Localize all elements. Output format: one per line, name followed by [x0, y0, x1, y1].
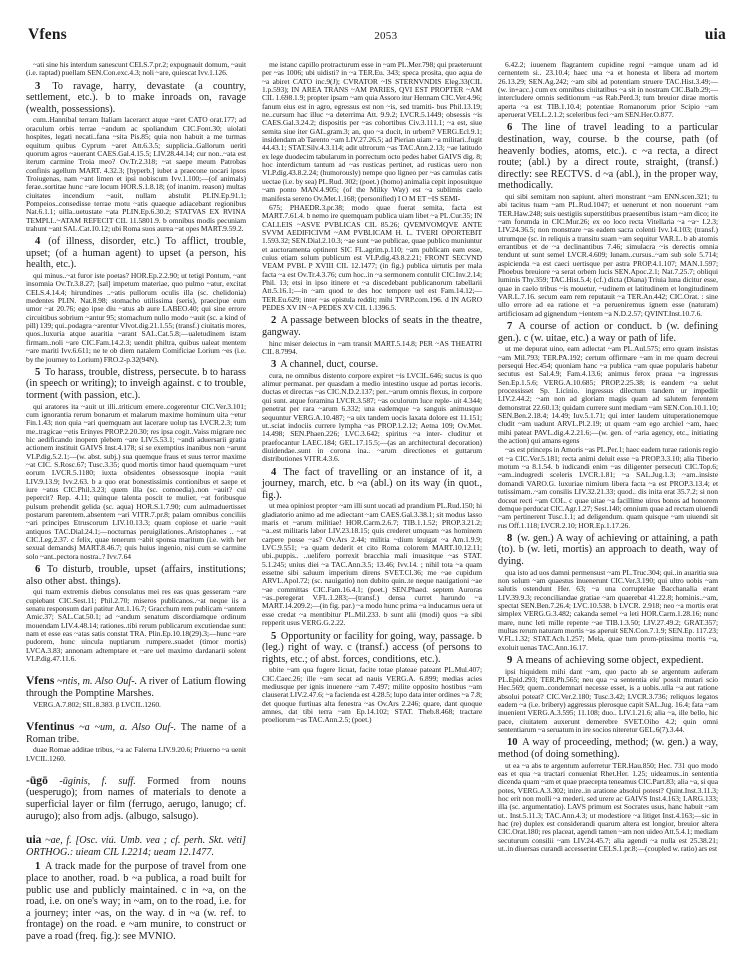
entry-spacer [26, 663, 246, 670]
entry-spacer [26, 763, 246, 770]
citation-block: qua isto ad uos damni permensust ~am PL.Truc.304; qui..in auaritia sua non solum ~am quaestus inuenerunt CIC.Ver.3.190; qui ultro uobis ~am salutis ostendunt Her. 63; ~a una corruptelae Bacchanalia erant LIV.39.9.3; reconciliandae gratiae ~am quaerebat 41.22.8; hominis..~am, spectat SEN.Ben.7.26.4; LVC.10.538. b LVCR. 2.918; neo ~a mortis erat simplex VERG.G.3.482; cakanda semel ~a leti HOR.Carm.1.28.16; nunc mare, nunc leti mille repente ~ae TIB.1.3.50; LIV.27.49.2; GRAT.357; multas rerum naturam mortis ~as aperuit SEN.Con.7.1.9; SEN.Ep. 117.23; V.FL.1.32; STAT.Ach.1.257; Mela, quae tum prom-ptissima mortis ~a, exoluit uenas TAC.Ann.16.17. [498, 567, 718, 652]
sense-definition [498, 655, 718, 667]
entry-spacer [26, 709, 246, 716]
headword: uia [26, 833, 42, 847]
dictionary-entry [26, 675, 246, 699]
citation-block: ut me depurat uino, eam adlectat ~am PL.Aul.575; erro quam insistas ~am Mil.793; TER.PA.192; certum offirmare ~am in me quam decreui persequi Hec.454; quoniam hanc ~a publica ~am quae popularis habetur secutus est Sal.4.9; Fam.4.13.6; animus ferox praua ~a ingressus Sen.Ep.1.5.6; VERG.A.10.685; PROP.2.25.38; is eandem ~a uelut processisset Sp. Licinio. ingressus dilectum tandem ur impediit LIV.2.44.2; ~am non ad gloriam magis quam ad salutem ferentem demonstrat 22.60.13; quidam currere sunt mediam ~am SEN.Con.10.1.10; SEN.Ben.2.18.4; 14.49; Iuv.5.1.71; qui inter laudem uituperationemque cludit ~am uadunt ARVL.Pl.2.19; ut quam ~am ego archiel ~am, haec mihi pateat PAVL.dig.4.2.21.6;—(w. gen. of ~aria agency, etc., initiating the action) qui amans egens [498, 344, 718, 446]
sense-text: A track made for the purpose of travel from one place to another, road. b ~a publica, a road built for public use and publicly maintained. c in ~a, on the road, i.e. on one's way; in ~am, on to the road, i.e. for a journey; inter ~as, on the way. d in ~a (w. ref. to frontage) on the road. e ~am munire, to construct or pave a road (freq. fig.): see MVNIO. [26, 861, 246, 942]
running-head [26, 26, 728, 48]
sense-number: 2 [271, 315, 277, 327]
sense-text: To disturb, trouble, upset (affairs, institutions; also other abst. things). [26, 564, 246, 587]
sense-definition [262, 359, 482, 371]
citation-block: qui tuam extremis diebus consulatus mei res eas quas gesseram ~are cupiebant CIC.Sest.11; Phil.2.70; miseros publicanos..~at neque iis a senatu responsum dari patitur Att.1.16.7; Gracchum rem publicam ~antem Amic.37; SAL.Cat.50.1; ad ~andum senatum discordiamque ordinum mouendam LIV.4.48.14; rationes..tibi rerum publicarum excutiendae sunt: nam et esse eas ~atas satis constat TRA. Plin.Ep.10.18(29).3;—hunc ~are pudorem, hunc uincula nuptiarum rumpere..suadet (timor mortis) LVCA.3.83; annonam adtemptare et ~are uel maximo dardanarii solent VLP.dig.47.11.6. [26, 587, 246, 664]
column-left [26, 60, 256, 965]
sense-number: 5 [35, 366, 41, 378]
dictionary-entry [26, 775, 246, 822]
citation-block: qui sibi semitam non sapiunt. alteri monstrant ~am ENN.scen.321; tu abi tacitus tuam ~am PL.Rud.1047; et uenerunt et non nouerunt ~am TER.Haw.248; suis uestigiis superstitibus praesentibus istam ~am dico; ite ~am forumda in CIC.Mur.26; ex eo loco recta Vitellaria ~a ~a~ I.2.3; LIV.24.36.5; non monstrare ~as eadem sacra colenti Ivv.14.103; (transf.) utrumque (sc. in reliquis a transitu suam ~am sequitur VAR.L. b ab atomis errantibus et de ~a declinantibus 7.46; simulacra ~is derectis omnia tendunt ut sunt semel LVCR.4.609; lunam..cursus..~am sub sole 5.714; aspicienda ~a est caeci uertisque per astra PROP.4.1.107; MAN.1.597; Phoebus breuiore ~a serat orbem lucis SEN.Apoc.2.1; Nat.7.25.7; obliqui luminis Thy.359; TAC.Hist.5.4; (cf.) dicta (Diana) Triuia luna dicitur esse, quae in caelo tribus ~is mouetur, ~udinem et latitudinem et longitudinem VAR.L.7.16. secum eam rem reputauit ~a TER.An.442; CIC.Orat. : sine ullo errore ad ea ratione et ~a perueniremus ignem esse (naturam) artificiosam ad gignendum ~ientem ~a N.D.2.57; QVINT.Inst.10.7.6. [498, 191, 718, 318]
sense-text: The line of travel leading to a particular destination, way, course. b the course, path (of heavenly bodies, atoms, etc.). c ~a recta, a direct route; (abl.) by a direct route, straight, (transf.) directly: see RECTVS. d ~a (abl.), in the proper way, methodically. [498, 122, 718, 192]
running-head-right: uia [704, 26, 726, 43]
grammatical-info: ~ntis, m. Also Ouf-. [54, 676, 138, 688]
entry-definition: A river of Latium flowing through the Pomptine Marshes. [26, 676, 246, 700]
column-container [26, 60, 728, 965]
grammatical-info: ~a ~um, a. Also Ouf-. [74, 721, 177, 733]
sense-definition [498, 122, 718, 192]
citation-block: cura, ne omnibus distento corpore expiret ~is LVCIL.646; sucus is quo alimur permanat. per quasdam a medio intestino usque ad portas iecoris. ductas et directas ~as CIC.N.D.2.137; per..~arum omnis flexus, in corpore qui sunt. atque foramina LVCR.3.587; ~as oculorum luce reple- uit 4.344; penetrat per rara ~arum 6.332; una eademque ~a sanguis animusque sequuntur VERG.A.10.487; ~a uix tandem uocis laxata dolore est 11.151; ut..sciat indociis currere lympha ~as PROP.1.2.12; Aetna 109; Ov.Met. 14.498; SEN.Phaen.226; LVC.3.642; spiritus ~a inter- cluditur et praefocantur LAEC.184; GEL.17.15.5;—(as an architectural decoration) diuidendae..sunt in corona ina.. ~arum directiones et guttarum distributiones VITR.4.3.6. [262, 370, 482, 464]
sense-number: 6 [35, 564, 41, 576]
citation-block: ut mea opiniost propter ~am illi sunt uocati ad prandium PL.Rud.150; hi gladiatorio animo ad me adiectant ~am CAES.Gal.3.38.1; sit modus lasso maris et ~arum militiae! HOR.Carm.2.6.7; TIB.1.1.52; PROP.3.21.2; ~a..est militaris labor LIV.23.18.15; quis crederet umquam ~as hominem carpere posse ~as? Ov.Ars 2.44; militia ~dium leuigat ~a Am.1.9.9; LVC.9.551; ~a quam dederit et cito Roma colorem MART.10.12.11; ubi..puppis.. ..uelifero porrexit bracchia mali inuasitque ~as STAT. 5.1.245; unius diei ~a TAC.Ann.3.5; 13.46; Ivv.14. ; nihil tota ~a quam essetne sibi saluum imperium direns SVET.Cl.36; me ~ae cupidum ARVL.Apol.72; (sc. nauigatio) non dubito quin..te neque nauigationi ~ae ~ae committas CIC.Fam.16.4.1; (poet.) SEN.Phaed. septem Auroras ~as..peregerat V.FL.1.283;—(transf.) densa curret harundo ~a MART.14.209.2;—(in fig. par.) ~a modo hunc prima ~a inducamus uera ut esse credat ~a mentibitur PL.Mil.233. b sunt alii (modi) quos ~a sibi repperit usus VERG.G.2.22. [262, 501, 482, 628]
entry-definition: Formed from nouns (uesperugo); from names of materials to denote a superficial layer or film (ferrugo, aerugo, lanugo; cf. aurugo); also from adjs. (albugo, salsugo). [26, 775, 246, 822]
sense-definition [26, 367, 246, 402]
citation-block: ut ea ~a abs te argentum auferretur TER.Hau.850; Hec. 731 quo modo eas et qua ~a tractari conueniat Rhet.Her. 1.25; uideamus..in sententia dicenda quam ~am et quae praecepta teneamus CIC.Part.83; alia ~a, si qua potes, VERG.A.3.302; inire..in aratione absolui potest? Quint.Inst.3.11.3; hoc erit non molli ~a mederi, sed urere ac GAIVS Inst.4.163; I.ARG.133; illa (sc. argumentatio). LAVS primum est Socrates usus, hanc habuit ~am ut.. Inst.5.11.3; TAC.Ann.4.3; ut modestiore ~a litiget Inst.4.163;—sic in hac (re) duplex est considerandi quarum altera est longior, breuior altera CIC.Orat.180; res placeat, agendi tamen ~am non uideo Att.5.4.1; mediam secuturum consilii ~am LIV.24.45.7; alia agendi ~a nulla est 25.38.21; ut..in diuersas curandi accesserint CELS.1.pr.8;—(coupled w. ratio) ars est [498, 760, 718, 854]
citation-block: qui aratores ita ~auit ut illi..triticum emere..cogerentur CIC.Ver.3.101; cum ignorantia rerum bonarum et malarum maxime hominum uita ~etur Fin.1.43; non quia ~ari quemquam aut lacerare uolup tas LVCR.2.3; tum me..tragicae ~etis Erinyes PROP.2.20.30; res ipsa cogit..Vaiss migrare nec hic aedificando inopem plebem ~are LIV.5.53.1; ~andi aduersarii gratia actionem instituit GAIVS Inst.4.178; si se exemptius inanibus non ~arunt VLP.dig.5.2.1;—(w. abst. subj.) sua quemque fraus et suus terror maxime ~at CIC. S.Rosc.67; Tusc.3.35; quod mortis timor haud quemquam ~uret eorum LVCR.5.1180; iuxta obsidentes obsessosque inopia ~auit LIV.9.13.9; Ivv.2.63. b a quo erat bonestissimis contionibus et saepe et iure ~atus CIC.Phil.3.23; quem illa (sc. comoedia)..non ~auit? cui pepercit? Rep. 4.11; quinque talenta poscit te mulier, ~at foribusque pulsum prehendit gelida (sc. aqua) HOR.S.1.7.90; cum aulmaduertisset postarum parentem..absentem ~ari VITR.7.pr.8; palam omnibus conciliis ~ari principes Etruscorum LIV.10.13.3; quam copiose et uarie ~auit antiquos TAC.Dial.24.1;—nocturnas peruigilationes..Aristophanes .. ~at CIC.Leg.2.37. c felix, quae tenerum ~abit sponsa maritum (i.e. with her sexual demands) MART.8.46.7; quis huius ingenio, nisi cum se carmine solo ~ant..pectora nostra..? Ivv.7.64 [26, 401, 246, 561]
sense-text: A means of achieving some object, expedient. [514, 655, 704, 667]
sense-definition [262, 467, 482, 502]
sense-text: A passage between blocks of seats in the theatre, gangway. [262, 315, 482, 338]
sense-text: (of illness, disorder, etc.) To afflict, trouble, upset; (of a human agent) to upset (a person, his health, etc.). [26, 236, 246, 271]
citation-block: duae Romae additae tribus, ~a ac Falerna LIV.9.20.6; Priuerno ~a uenit LVCIL.1260. [26, 745, 246, 763]
sense-number: 1 [35, 861, 41, 873]
citation-block: 675; PHAEDR.3.pr.38; modo quae fuerat semita, facta est MART.7.61.4. b nemo ire quemquam publica uiam libet ~a PL.Cur.35; IN CALLEIS ~ASVE PVBLICAS CIL 85.26; QVEMVOMQVE ANTE SVVM AEDIFICIVM ~AM PVBLICAM H. L. TVERI OPORTEBIT 1.593.32; SEN.Dial.2.10.3; ~ae sunt ~ae publicae, quae publico muniuntur et auctoramenta optinent SIC FL.agrim.p.110; ~am publicam eam esse, cuius etiam solum publicum est VLP.dig.43.8.2.21; FRONT SECVND VEAM PVBL P XVIII CIL 12.1477; (in fig.) publica uirtutis per mala facta ~a est Ov.Tr.4.3.76; cum hoc..in ~a sermonem contulit CIC.Inv.2.14; Phil. 13; etsi in ipso itinere et ~a discedebant publicanorum tabellarii Att.5.16.1;—in ~am quod te des hoc tempore uel est Fam.14.12;—TER.Eu.629; inter ~as epistula reddit; mihi TVRP.com.196. d IN AGRO PEDES XV IN ~A PEDES XV CIL 1.1396.5. [262, 202, 482, 312]
entry-spacer [26, 822, 246, 829]
citation-block: ~as est princeps in Amoris ~as PL.Per.1; haec eadem turae rationis regio et ~a CIC.Ver.5.181; recta animi deluit esse ~a PROP.3.3.10; alia Tiberio motum ~a 8.1.54. b iudicandi enim ~as diligenter persecuti CIC.Top.6; ~am..indugredi sceleris LVCR.1.81; ~a SAL.Jug.1.3; ~am..insiste domandi VARO.G. luxuriae nimium libera facta ~a est PROP.3.13.4; et tutissimam..~am consilis LIV.32.21.33; quod.. dis inita erat 35.7.2; si non doceat recti ~am COL. c quae uitae ~a facillime uiros bonos ad honorem demque perducat CIC.Agr.1.27; Sest.140; omnium quae ad rectam uiuendi ~am pertinerent Tusc.1.1; ad deligendum. quam quisque ~am uiuendi sit rus Off.1.118; LVCR.2.10; HOR.Ep.1.17.26. [498, 445, 718, 530]
sense-text: A channel, duct, course. [278, 359, 379, 371]
headword: Vfentinus [26, 719, 75, 733]
sense-text: Opportunity or facility for going, way, passage. b (leg.) right of way. c (transf.) access (of persons to rights, etc.; of abst. forces, conditions, etc.). [262, 630, 482, 665]
sense-text: (w. gen.) A way of achieving or attaining, a path (to). b (w. leti, mortis) an approach to death, way of dying. [498, 532, 718, 568]
citation-block: 6.42.2; iuuenem flagrantem cupidine regni ~amque unam ad id cernentem si.. 23.10.4; haec una ~a et honesta et libera ad mortem 26.13.29; SEN.Ag.242; ~am sibi ad potentiam struere TAC.Hist.3.49;—(w. in+acc.) cum ex omnibus ciuitatibus ~a sit in nostram CIC.Balb.29;—intercludere omnis seditionum ~as Rab.Perd.3; tum breuior dirae mortis aperta ~a est TIB.1.10.4; potentiae Romanorum prior Scipio ~am aperuerat VELL.2.1.2; sceleribus feci ~am SEN.Her.O.877. [498, 60, 718, 120]
sense-number: 9 [507, 655, 513, 667]
citation-block: ubite ~am qua fugere licuat, facite totae plateae pateant PL.Mul.407; CIC.Caec.26; ille ~am secat ad nauis VERG.A. 6.899; medias acies mediusque per ignis inuenere ~am 7.497; milite opposito hostibus ~am clauserat LIV.2.47.6; ~a facienda est 4.28.5; lupo data inter ordines ~a 7.8; det quoque furtiuas alta fenestra ~as Ov.Ars 2.246; quare, dant quoque amnes, dat tibi terra ~am Ep.14.102; STAT. Theb.8.468; tractare proeliorum ~as TAC.Ann.2.5; (poet.) [262, 665, 482, 725]
sense-definition [498, 737, 718, 760]
sense-definition [26, 236, 246, 271]
sense-number: 6 [507, 122, 513, 134]
citation-block: VERG.A.7.802; SIL.8.383. β LVCIL.1260. [33, 699, 161, 709]
headword: -ūgō [26, 773, 48, 787]
sense-number: 8 [507, 532, 513, 544]
sense-definition [498, 533, 718, 568]
column-middle [262, 60, 492, 965]
column-right [498, 60, 728, 965]
entry-definition: The name of a Roman tribe. [26, 721, 246, 745]
sense-definition [26, 861, 246, 942]
sense-number: 4 [271, 466, 277, 478]
grammatical-info: -ūginis, f. suff. [47, 775, 136, 787]
dictionary-entry [26, 721, 246, 745]
citation-block: qui minus..~at furor iste poetas? HOR.Ep.2.2.90; ut tetigi Pontum, ~ant insomnia Ov.Tr.3.8.27; [sal] impetum materiae, quo pulmo ~atur, excitat CELS.4.14.4; hirundines ..~atis pullorum oculis illa (sc. chelidonia) medentes PLIN. Nat.8.98; stomacho utilissima (seris), praecipue eum umor ~at 20.76; ego ipse diu ~atus ab aure LABEO.40; qui sine errore circuitibus sobrium ~antur 95; stomachum nullo modo ~auit (sc. a kind of pill) 139; qui..podagra ~arentur Vlvot.dig.21.1.55; (transf.) ciuitatis mores, quos..luxuria atque auaritia ~arant SAL.Cat.5.8;—ualetudinem istam firmam..noli ~are CIC.Fam.14.2.3; uendit philtra, quibus ualeat mentem ~are mariti Ivv.6.611; ne te ob diem natalem Comificiae Lorium ~es (i.e. by the journey to Lorium) FRO.2-p.32(94N). [26, 271, 246, 364]
sense-text: A course of action or conduct. b (w. defining gen.). c (w. uitae, etc.) a way or path of life. [498, 321, 718, 344]
sense-definition [262, 315, 482, 338]
citation-block: me istanc capillo protracturum esse in ~am PL.Mer.798; qui praeteruunt per ~as 1006; ubi uidisti? in ~a TER.Eu. 343; speca prosita, quo aqua de ~a abiret CATO inc.9(J); CVRATOR ~IS STERNVNDIS Eleg.33(CIL 1.p.593); IN AREA TRANS ~AM PARIES, QVI EST PROPTER ~AM CIL 1.698.1.9; propter ipsam ~am quia Assoro itur Hennam CIC.Ver.4.96; fanum eius est in agro, egressus est non ~is, sed tramiti- bus Phil.13.19; ne..cursum hac illuc ~a deterrima Att. 9.9.2; LVCR.5.1449; obsessis ~is CAES.Gal.3.24.2; dispositis per ~as cohortibus Civ.3.111.1; ~a est, siue semita siue iter GAL.gram.3; an, quo ~a ducit, in urbem? VERG.Ecl.9.1; insidendam ab Tarento ~am LIV.27.26.5; ad Pierian uiam ~a militari..fugit 44.43.1; STAT.Silv.4.3.114; adit ultrorum ~as TAC.Ann.2.13; ~ae latitudo ex lege duodecim tabularum in porrectum octo pedes habet GAIVS dig. 8; hoc interdictum tantum ad ~as rusticas pertinet, ad rusticas uero non VLP.dig.43.8.2.24; (humorously) nempe quo ligneo per ~as camulas catis uectae (i.e. by sea) PL.Rud. 302; (poet.) (homo) animalia cepit inposuitque ~am ponto MAN.4.905; (of the Milky Way) est ~a sublimis caelo manifesta sereno Ov.Met.1.168; (personified) I O M ET ~IS SEMI- [262, 60, 482, 203]
sense-definition [262, 631, 482, 666]
grammatical-info: ~ae, f. [Osc. viú. Umb. vea ; cf. perh. Skt. véti] ORTHOG.: uieam CIL I.2214; ueam 12.1477. [26, 835, 246, 858]
sense-number: 10 [507, 737, 518, 749]
sense-number: 3 [35, 80, 41, 92]
dictionary-entry [26, 834, 246, 858]
sense-number: 4 [35, 236, 41, 248]
sense-number: 5 [271, 630, 277, 642]
sense-definition [26, 81, 246, 116]
citation-block: ipsi hiquidem mihi dant ~am, quo pacto ab se argentum auferam PL.Epid.293; TER.Ph.565; neu qua ~a sententia eiu' possit mutari scio Hec.569; quem..condemnari necesse esset, is a uobis..ulla ~a aut ratione absolui poteat? CIC.Ver.2.180; Tusc.3.42; LVCR.3.736; reliquos legatos eadem ~a (i.e. bribery) aggressus plerosque capit SAL.Jug. 16.4; fata ~am inuenient VERG.A.3.595; 11.108; duo.. LIV.1.21.6; alia ~a, ille bello, hic pace, ciuitatem auxerunt demerebre SVET.Oiho 4.2; quin omni sententiarum ~a seruatum in ire socios niteretur GEL.6(7).3.44. [498, 666, 718, 735]
sense-text: The fact of travelling or an instance of it, a journey, march, etc. b ~a (abl.) on its way (in quot., fig.). [262, 466, 482, 501]
sense-number: 3 [271, 359, 277, 371]
sense-definition [26, 564, 246, 587]
citation-block: hinc miser deiectus in ~am transit MART.5.14.8; PER ~AS THEATRI CIL 8.7994. [262, 338, 482, 356]
page-number: 2053 [374, 30, 398, 42]
sense-definition [498, 321, 718, 344]
sense-text: To harass, trouble, distress, persecute. b to harass (in speech or writing); to inveigh against. c to trouble, torment (with passion, etc.). [26, 366, 246, 402]
sense-text: To ravage, harry, devastate (a country, settlement, etc.). b to make inroads on, ravage (wealth, possessions). [26, 80, 246, 115]
citation-block: ~ati sine his interdum sanescunt CELS.7.pr.2; expugnauit domum, ~auit (i.e. raptad) puellam SEN.Con.exc.4.3; noli ~are, quiescat Ivv.1.126. [26, 60, 246, 78]
sense-number: 7 [507, 321, 513, 333]
citation-block: cum..Hannibal terram Italiam lacerarct atque ~aret CATO orat.177; ad oraculum orbis terrae ~andum ac spoliandum CIC.Font.30; uiolati hospites, legati necati..fana ~sita Pis.85; quia non habuit a me turmas equitum quibus Cyprum ~aret Att.6.3.5; supplicia..Gallorum ueriti quorum agros ~auerant CAES.Gal.4.15.5; LIV.28.44.14; cur non..~ata est iterum carmine Troia meo? Ov.Tr.2.318; ~at saepe meum Patrobas confinis agellum MART. 4.32.3; [hyperb.] iubet a praecone uocari ipsos Troiugenas, nam ~ant limen et ipsi nobiscum Ivv.1.100;—(of animals) ferae..sortitae hunc ~are locum HOR.S.1.8.18; (of inanim. reason) multas ciuitates incendium ~auit, nullam abstulit PLIN.Ep.91.1; Pompeios..consedisse terrae motu ~atis quaeque adiacebant regionibus Nat.6.1.1; uilla..uetustate ~ata PLIN.Ep.6.30.2; STATVAS EX RVINA TEMPLI..~ATAM REFECIT CIL 11.5801.9. b omnibus modis pecuniam trahunt ~ant SAL.Cat.10.12; ubi Roma suos aurea ~at opes MART.9.59.2. [26, 115, 246, 233]
sense-text: A way of proceeding, method; (w. gen.) a way, method (of doing something). [498, 737, 718, 761]
headword: Vfens [26, 674, 55, 688]
running-head-left: Vfens [28, 26, 67, 43]
